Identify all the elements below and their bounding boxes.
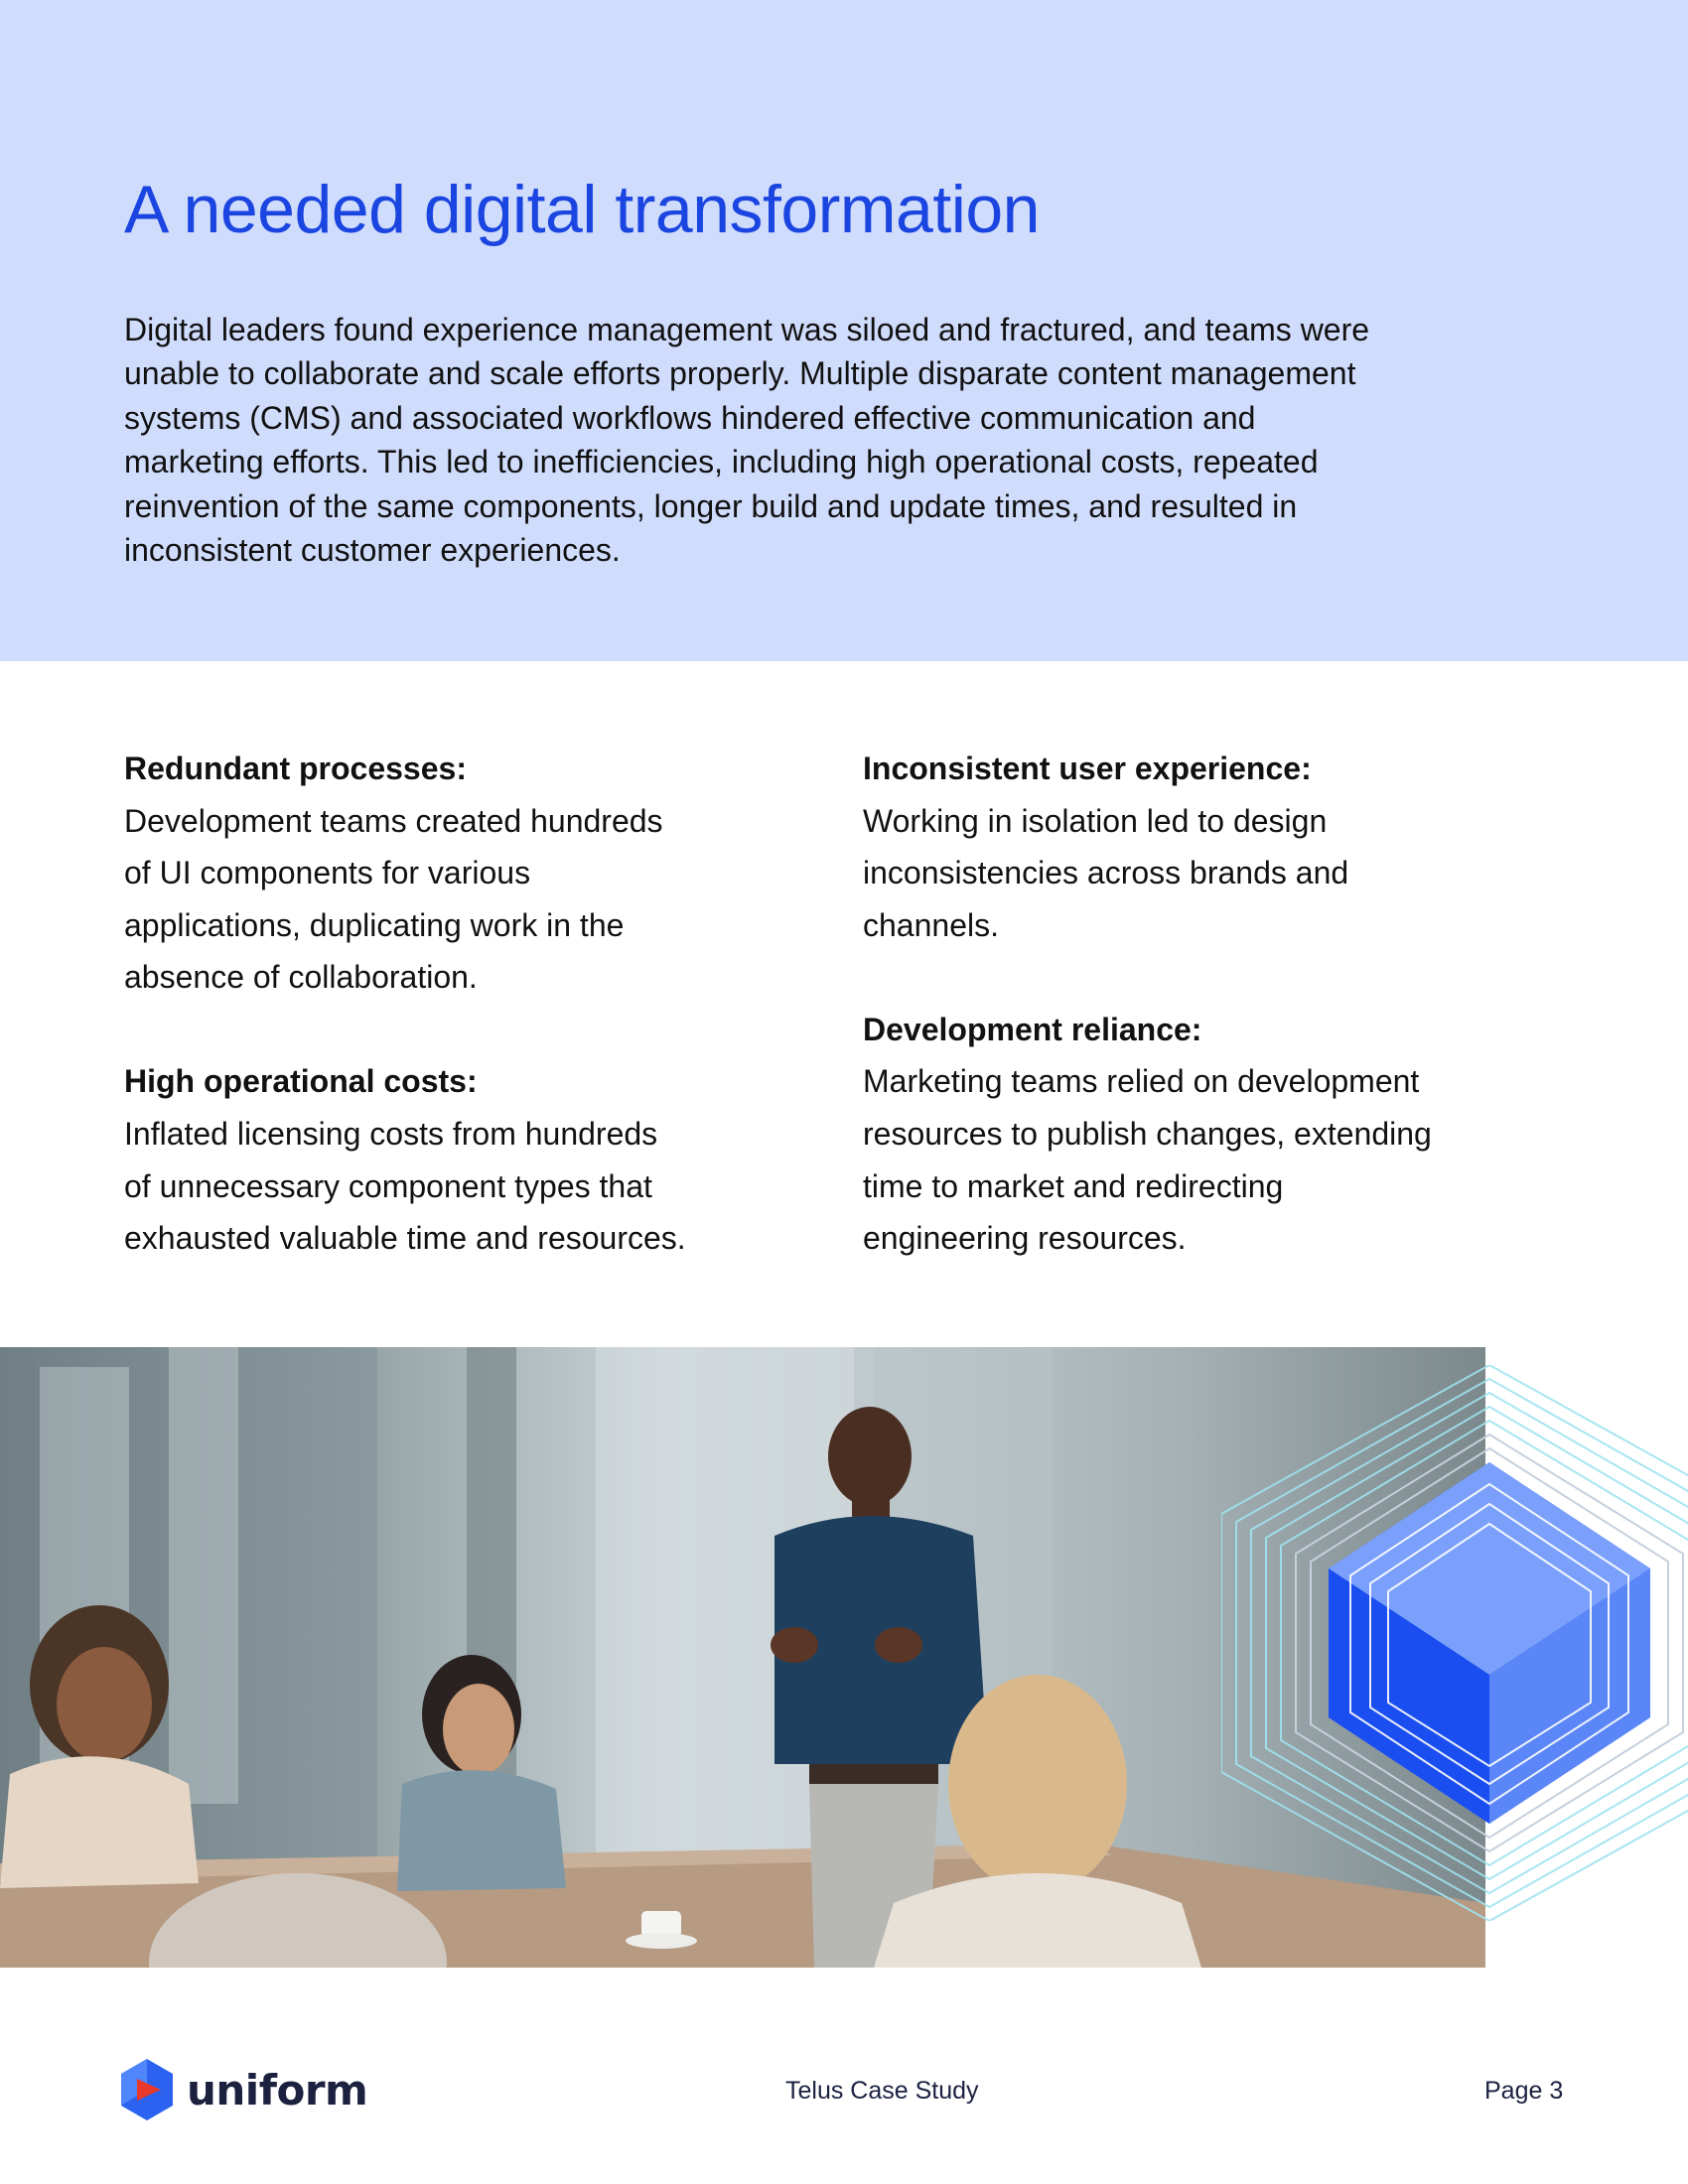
- challenge-title: Redundant processes:: [124, 751, 467, 786]
- challenge-text-line: applications, duplicating work in the: [124, 906, 625, 943]
- challenge-title: Development reliance:: [863, 1011, 1202, 1047]
- hexagon-cube-graphic: [1221, 1365, 1688, 1921]
- challenge-redundant-processes: [124, 743, 779, 1004]
- uniform-logo: [121, 2059, 367, 2120]
- hero-section: [0, 0, 1688, 661]
- logo-wordmark: uniform: [187, 2065, 368, 2115]
- challenge-text-line: Inflated licensing costs from hundreds: [124, 1116, 658, 1153]
- challenge-text-line: exhausted valuable time and resources.: [124, 1220, 686, 1257]
- uniform-logo-icon: [121, 2059, 173, 2120]
- challenge-text-line: inconsistencies across brands and: [863, 855, 1349, 891]
- challenge-text-line: absence of collaboration.: [124, 959, 478, 996]
- intro-line: marketing efforts. This led to inefficiencies, including high operational costs, repeated: [124, 444, 1319, 480]
- challenges-left-column: [124, 743, 779, 1316]
- challenge-text-line: of unnecessary component types that: [124, 1167, 652, 1204]
- challenge-title: High operational costs:: [124, 1063, 478, 1100]
- challenge-text-line: Working in isolation led to design: [863, 802, 1328, 839]
- intro-line: systems (CMS) and associated workflows hindered effective communication and: [124, 399, 1256, 436]
- page-title: A needed digital transformation: [124, 172, 1040, 247]
- challenges-right-column: [863, 743, 1518, 1316]
- challenge-text-line: time to market and redirecting: [863, 1167, 1284, 1204]
- challenge-text-line: of UI components for various: [124, 855, 531, 891]
- challenge-text-line: resources to publish changes, extending: [863, 1116, 1432, 1153]
- challenge-text-line: engineering resources.: [863, 1220, 1187, 1257]
- intro-line: reinvention of the same components, longer build and update times, and resulted in: [124, 487, 1298, 524]
- challenge-text-line: Development teams created hundreds: [124, 802, 663, 839]
- challenge-high-operational-costs: [124, 1055, 779, 1264]
- challenge-development-reliance: [863, 1004, 1518, 1265]
- challenge-inconsistent-ux: [863, 743, 1518, 951]
- challenge-title: Inconsistent user experience:: [863, 751, 1312, 786]
- intro-line: unable to collaborate and scale efforts properly. Multiple disparate content management: [124, 355, 1356, 392]
- page-number: Page 3: [1484, 2077, 1564, 2105]
- intro-line: inconsistent customer experiences.: [124, 532, 621, 569]
- document-name: Telus Case Study: [785, 2077, 979, 2105]
- challenge-text-line: channels.: [863, 906, 999, 943]
- intro-paragraph: [124, 308, 1514, 572]
- intro-line: Digital leaders found experience management was siloed and fractured, and teams were: [124, 312, 1370, 347]
- challenge-text-line: Marketing teams relied on development: [863, 1063, 1420, 1100]
